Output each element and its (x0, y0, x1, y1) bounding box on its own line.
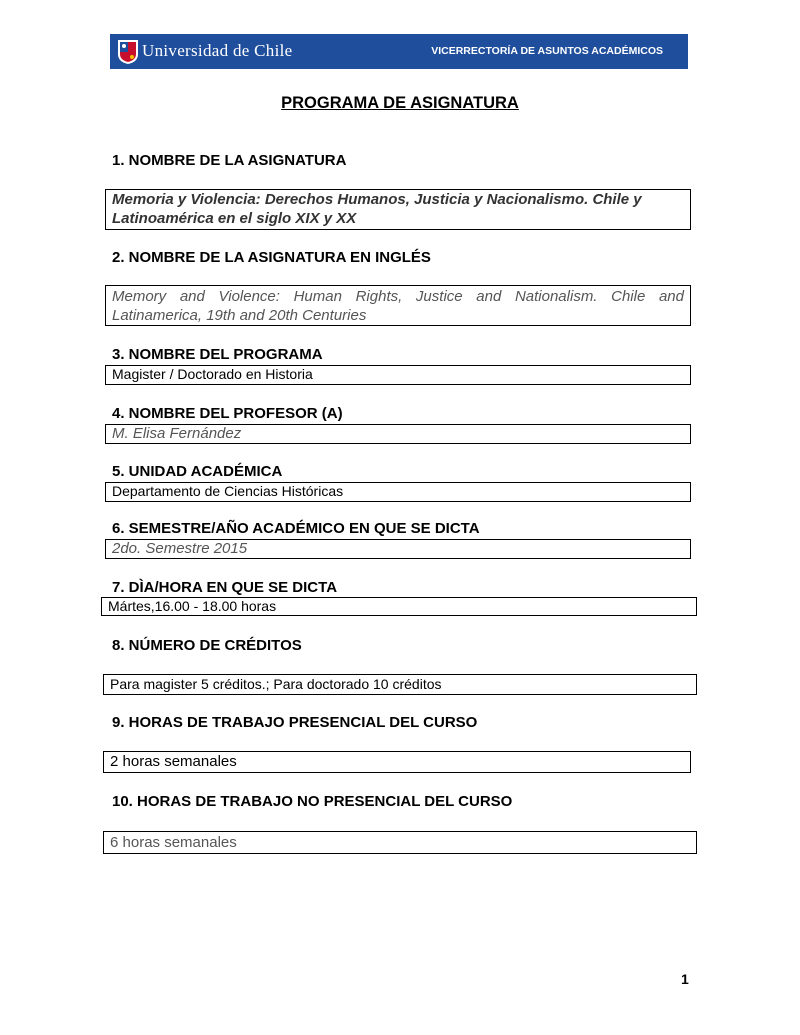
university-crest-icon (116, 38, 140, 65)
section-3-heading: 3. NOMBRE DEL PROGRAMA (112, 346, 323, 363)
section-7-value: Mártes,16.00 - 18.00 horas (101, 597, 697, 616)
section-2-heading: 2. NOMBRE DE LA ASIGNATURA EN INGLÉS (112, 249, 431, 266)
section-3-value: Magister / Doctorado en Historia (105, 365, 691, 385)
section-1-value: Memoria y Violencia: Derechos Humanos, Justicia y Nacionalismo. Chile y Latinoamérica en el siglo XIX y XX (105, 189, 691, 230)
section-5-heading: 5. UNIDAD ACADÉMICA (112, 463, 283, 480)
section-10-value: 6 horas semanales (103, 831, 697, 854)
section-9-heading: 9. HORAS DE TRABAJO PRESENCIAL DEL CURSO (112, 714, 478, 731)
header-banner (110, 34, 688, 69)
section-10-heading: 10. HORAS DE TRABAJO NO PRESENCIAL DEL CURSO (112, 793, 513, 810)
vicerrectoria-name: VICERRECTORÍA DE ASUNTOS ACADÉMICOS (431, 45, 663, 57)
section-4-value: M. Elisa Fernández (105, 424, 691, 444)
section-2-value (105, 285, 691, 326)
section-8-heading: 8. NÚMERO DE CRÉDITOS (112, 637, 302, 654)
section-6-heading: 6. SEMESTRE/AÑO ACADÉMICO EN QUE SE DICTA (112, 520, 480, 537)
section-1-heading: 1. NOMBRE DE LA ASIGNATURA (112, 152, 347, 169)
section-8-value: Para magister 5 créditos.; Para doctorado 10 créditos (103, 674, 697, 695)
section-7-heading: 7. DÌA/HORA EN QUE SE DICTA (112, 579, 338, 596)
section-9-value: 2 horas semanales (103, 751, 691, 773)
section-2-value-line-2: Latinamerica, 19th and 20th Centuries (112, 307, 367, 324)
section-6-value: 2do. Semestre 2015 (105, 539, 691, 559)
page-number: 1 (681, 971, 689, 987)
document-title: PROGRAMA DE ASIGNATURA (281, 94, 519, 112)
section-4-heading: 4. NOMBRE DEL PROFESOR (A) (112, 405, 343, 422)
university-name: Universidad de Chile (142, 41, 293, 60)
section-2-value-line-1: Memory and Violence: Human Rights, Justice and Nationalism. Chile and (112, 288, 684, 305)
section-5-value: Departamento de Ciencias Históricas (105, 482, 691, 502)
